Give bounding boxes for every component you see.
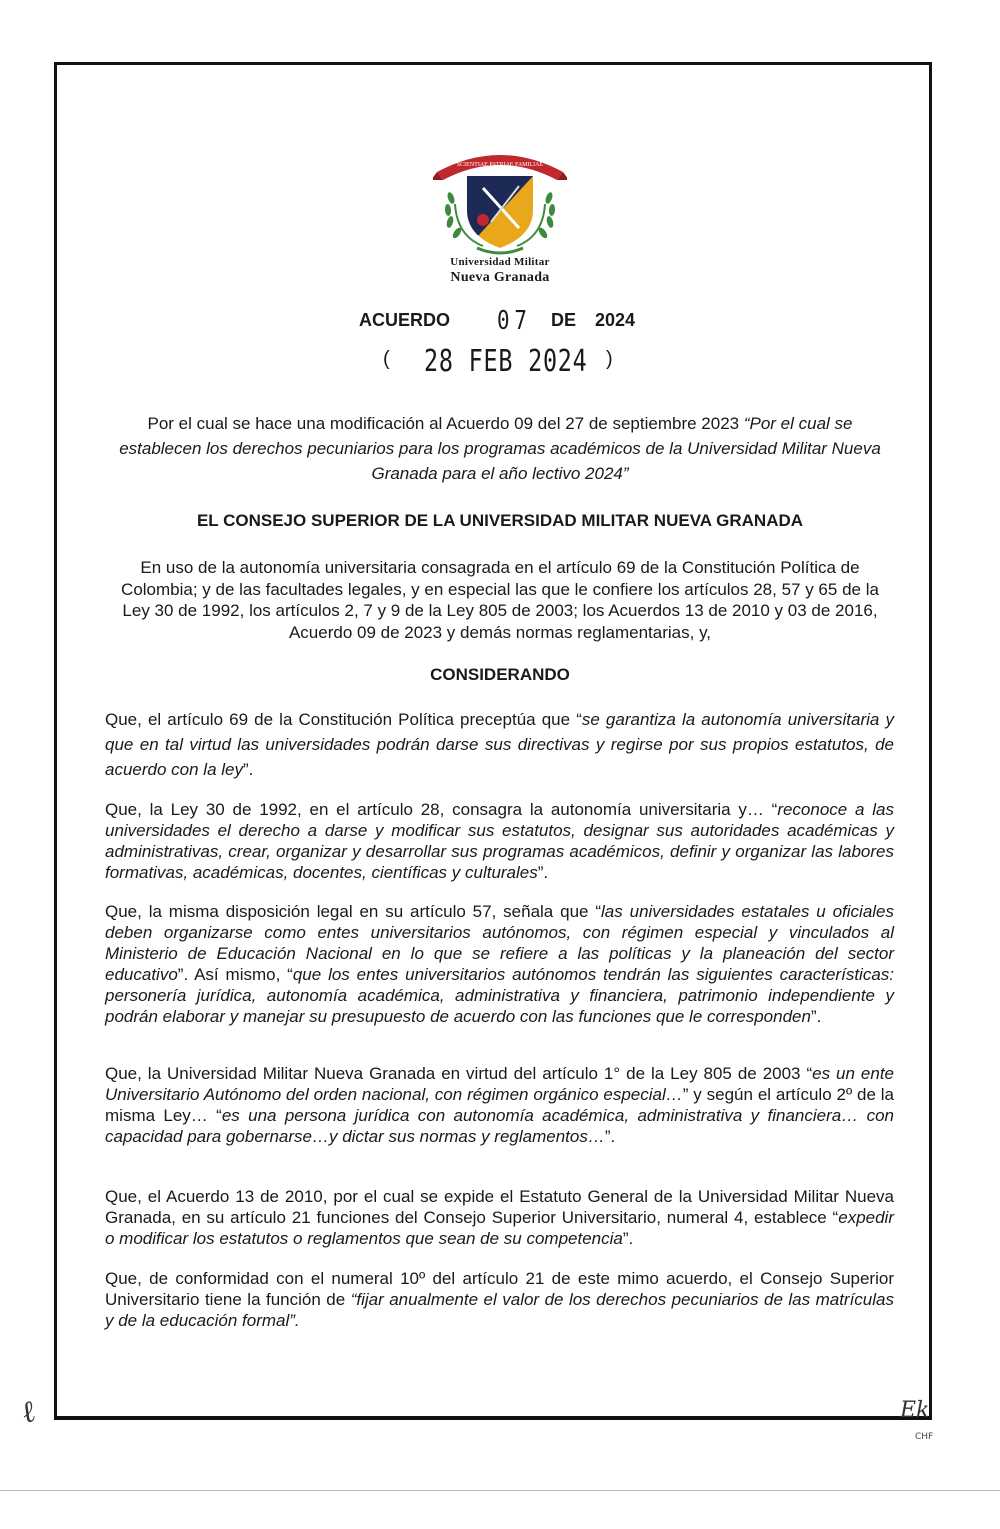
- subject-text: Por el cual se hace una modificación al Acuerdo 09 del 27 de septiembre 2023: [147, 414, 744, 433]
- considering-paragraph-6: Que, de conformidad con el numeral 10º del artículo 21 de este mimo acuerdo, el Consejo Superior Universitario tiene la función de “fijar anualmente el valor de los derechos pecuniarios de las matrículas y de la educación formal”.: [105, 1269, 894, 1330]
- subject-italic-title: “Por el cual se establecen los derechos pecuniarios para los programas académicos de la Universidad Militar Nueva Granada para el año lectivo 2024”: [119, 414, 881, 483]
- considering-paragraph-5: Que, el Acuerdo 13 de 2010, por el cual se expide el Estatuto General de la Universidad Militar Nueva Granada, en su artículo 21 funciones del Consejo Superior Universitario, numeral 4, establece “expedir o modificar los estatutos o reglamentos que sean de su competencia”.: [105, 1187, 894, 1248]
- date-close-paren: ): [606, 348, 613, 370]
- agreement-number-row: [0, 306, 1000, 340]
- considering-paragraph-2: Que, la Ley 30 de 1992, en el artículo 28, consagra la autonomía universitaria y… “reconoce a las universidades el derecho a darse y modificar sus estatutos, designar sus autoridades académicas y administrativas, crear, organizar y desarrollar sus programas académicos, definir y organizar las labores formativas, académicas, docentes, científicas y culturales”.: [105, 800, 894, 882]
- considering-paragraph-3: Que, la misma disposición legal en su artículo 57, señala que “las universidades estatales u oficiales deben organizarse como entes universitarios autónomos, con régimen especial y vinculados al Ministerio de Educación Nacional en lo que se refiere a las políticas y la planeación del sector educativo”. Así mismo, “que los entes universitarios autónomos tendrán las siguientes características: personería jurídica, autonomía académica, administrativa y financiera, patrimonio independiente y podrán elaborar y manejar su presupuesto de acuerdo con las funciones que le corresponden”.: [105, 902, 895, 1026]
- date-stamp: 28 FEB 2024: [424, 344, 588, 379]
- agreement-label: ACUERDO: [359, 310, 451, 330]
- date-stamp-row: [0, 344, 1000, 384]
- seal-motto: SCIENTIAE PATRIAE FAMILIAE: [456, 162, 544, 168]
- agreement-year: 2024: [595, 310, 636, 330]
- agreement-de-label: DE: [551, 310, 577, 330]
- date-open-paren: (: [383, 348, 390, 370]
- handwritten-initial-left: ℓ: [16, 1393, 40, 1432]
- considering-paragraph-4: Que, la Universidad Militar Nueva Granada en virtud del artículo 1° de la Ley 805 de 2003 “es un ente Universitario Autónomo del orden nacional, con régimen orgánico especial…” y según el artículo 2º de la misma Ley… “es una persona jurídica con autonomía académica, administrativa y financiera… con capacidad para gobernarse…y dictar sus normas y reglamentos…”.: [105, 1064, 895, 1146]
- handwritten-initial-right: Ek: [900, 1398, 930, 1423]
- faculties-paragraph: En uso de la autonomía universitaria consagrada en el artículo 69 de la Constitución Política de Colombia; y de las facultades legales, y en especial las que le confiere los artículos 28, 57 y 65 de la Ley 30 de 1992, los artículos 2, 7 y 9 de la Ley 805 de 2003; los Acuerdos 13 de 2010 y 03 de 2016, Acuerdo 09 de 2023 y demás normas reglamentarias, y,: [121, 558, 879, 642]
- council-heading: EL CONSEJO SUPERIOR DE LA UNIVERSIDAD MILITAR NUEVA GRANADA: [196, 511, 804, 530]
- handwritten-initial-chf: CHF: [915, 1432, 934, 1442]
- page-bottom-line: [0, 1490, 1000, 1491]
- subject-paragraph: [107, 411, 893, 486]
- university-name-line2: Nueva Granada: [450, 270, 550, 285]
- university-seal-icon: [433, 136, 567, 256]
- agreement-number: 07: [497, 306, 532, 336]
- considering-paragraph-1: Que, el artículo 69 de la Constitución Política preceptúa que “se garantiza la autonomía universitaria y que en tal virtud las universidades podrán darse sus directivas y regirse por sus propios estatutos, de acuerdo con la ley”.: [105, 710, 894, 779]
- university-name-line1: Universidad Militar: [450, 256, 550, 268]
- considering-heading: CONSIDERANDO: [430, 665, 570, 684]
